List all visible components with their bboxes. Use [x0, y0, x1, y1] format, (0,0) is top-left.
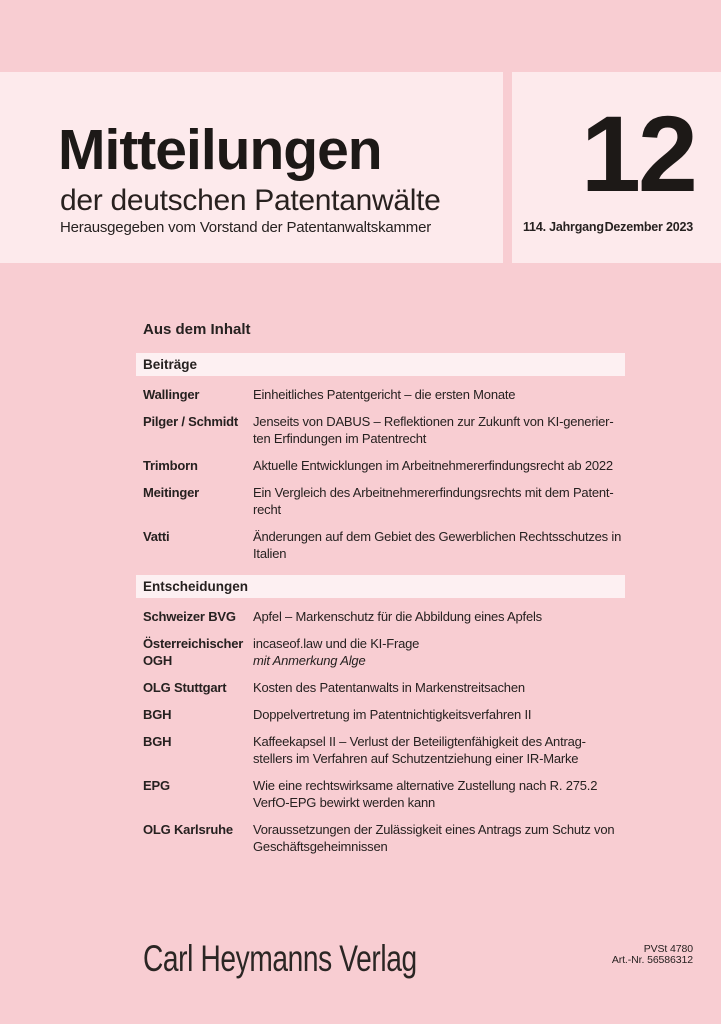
- toc-row-source: Trimborn: [143, 458, 198, 473]
- toc-row: [143, 528, 625, 562]
- toc-row-source: Vatti: [143, 529, 170, 544]
- toc-row-source: OLG Karlsruhe: [143, 822, 233, 837]
- title-line: Italien: [253, 546, 287, 561]
- postal-id: PVSt 4780: [643, 943, 693, 955]
- toc-row-title: [253, 457, 625, 474]
- title-line: VerfO-EPG bewirkt werden kann: [253, 795, 436, 810]
- title-line-annotation: mit Anmerkung Alge: [253, 653, 366, 668]
- toc-row: [143, 413, 625, 447]
- table-of-contents: [136, 353, 625, 855]
- title-line: Ein Vergleich des Arbeitnehmererfindungsrechts mit dem Patent-: [253, 485, 614, 500]
- publisher-line: Herausgegeben vom Vorstand der Patentanwaltskammer: [60, 219, 432, 236]
- issue-date: Dezember 2023: [604, 220, 693, 234]
- title-line: Kaffeekapsel II – Verlust der Beteiligtenfähigkeit des Antrag-: [253, 734, 586, 749]
- section-bar-beitraege: [136, 353, 625, 376]
- beitraege-rows: [136, 386, 625, 562]
- toc-row-source: Schweizer BVG: [143, 609, 236, 624]
- title-line: Voraussetzungen der Zulässigkeit eines Antrags zum Schutz von: [253, 822, 615, 837]
- toc-row-source: Österreichischer OGH: [143, 636, 244, 668]
- toc-row-source: Meitinger: [143, 485, 199, 500]
- toc-row-source: Pilger / Schmidt: [143, 414, 239, 429]
- magazine-subtitle: der deutschen Patentanwälte: [60, 184, 441, 217]
- section-label: Beiträge: [143, 357, 198, 372]
- title-line: incaseof.law und die KI-Frage: [253, 636, 420, 651]
- footer-print-info: [612, 944, 693, 966]
- section-label: Entscheidungen: [143, 579, 249, 594]
- title-line: Einheitliches Patentgericht – die ersten Monate: [253, 387, 516, 402]
- issue-meta: [523, 221, 693, 234]
- toc-row-title: [253, 706, 625, 723]
- title-line: ten Erfindungen im Patentrecht: [253, 431, 427, 446]
- toc-row: [143, 484, 625, 518]
- toc-row-source: Wallinger: [143, 387, 200, 402]
- toc-row-source: EPG: [143, 778, 170, 793]
- toc-row-source: BGH: [143, 707, 172, 722]
- title-line: Änderungen auf dem Gebiet des Gewerblichen Rechtsschutzes in: [253, 529, 622, 544]
- toc-row-title: [253, 733, 625, 767]
- toc-row: [143, 679, 625, 696]
- magazine-title: Mitteilungen: [58, 118, 382, 182]
- toc-row-source: OLG Stuttgart: [143, 680, 227, 695]
- entscheidungen-rows: [136, 608, 625, 855]
- title-line: recht: [253, 502, 281, 517]
- title-line: stellers im Verfahren auf Schutzentziehung einer IR-Marke: [253, 751, 579, 766]
- issue-number: 12: [580, 93, 695, 214]
- toc-row-title: [253, 821, 625, 855]
- toc-row-title: [253, 413, 625, 447]
- toc-row-title: [253, 484, 625, 518]
- toc-row-source: BGH: [143, 734, 172, 749]
- toc-row: [143, 608, 625, 625]
- toc-row-title: [253, 679, 625, 696]
- toc-row-title: [253, 635, 625, 669]
- issue-panel: [512, 72, 721, 263]
- publisher-name: Carl Heymanns Verlag: [143, 938, 417, 979]
- toc-row: [143, 821, 625, 855]
- title-line: Geschäftsgeheimnissen: [253, 839, 388, 854]
- toc-row: [143, 457, 625, 474]
- title-line: Doppelvertretung im Patentnichtigkeitsverfahren II: [253, 707, 532, 722]
- toc-row: [143, 777, 625, 811]
- toc-row-title: [253, 608, 625, 625]
- title-line: Apfel – Markenschutz für die Abbildung eines Apfels: [253, 609, 542, 624]
- toc-row-title: [253, 528, 625, 562]
- title-line: Aktuelle Entwicklungen im Arbeitnehmererfindungsrecht ab 2022: [253, 458, 613, 473]
- volume-label: 114. Jahrgang: [523, 220, 604, 234]
- toc-row: [143, 706, 625, 723]
- toc-row: [143, 386, 625, 403]
- contents-heading: Aus dem Inhalt: [143, 321, 251, 338]
- masthead-panel: [0, 72, 503, 263]
- section-bar-entscheidungen: [136, 575, 625, 598]
- toc-row: [143, 635, 625, 669]
- title-line: Wie eine rechtswirksame alternative Zustellung nach R. 275.2: [253, 778, 598, 793]
- toc-row-title: [253, 386, 625, 403]
- title-line: Jenseits von DABUS – Reflektionen zur Zukunft von KI-generier-: [253, 414, 614, 429]
- toc-row-title: [253, 777, 625, 811]
- title-line: Kosten des Patentanwalts in Markenstreitsachen: [253, 680, 525, 695]
- toc-row: [143, 733, 625, 767]
- article-number: Art.-Nr. 56586312: [611, 954, 693, 966]
